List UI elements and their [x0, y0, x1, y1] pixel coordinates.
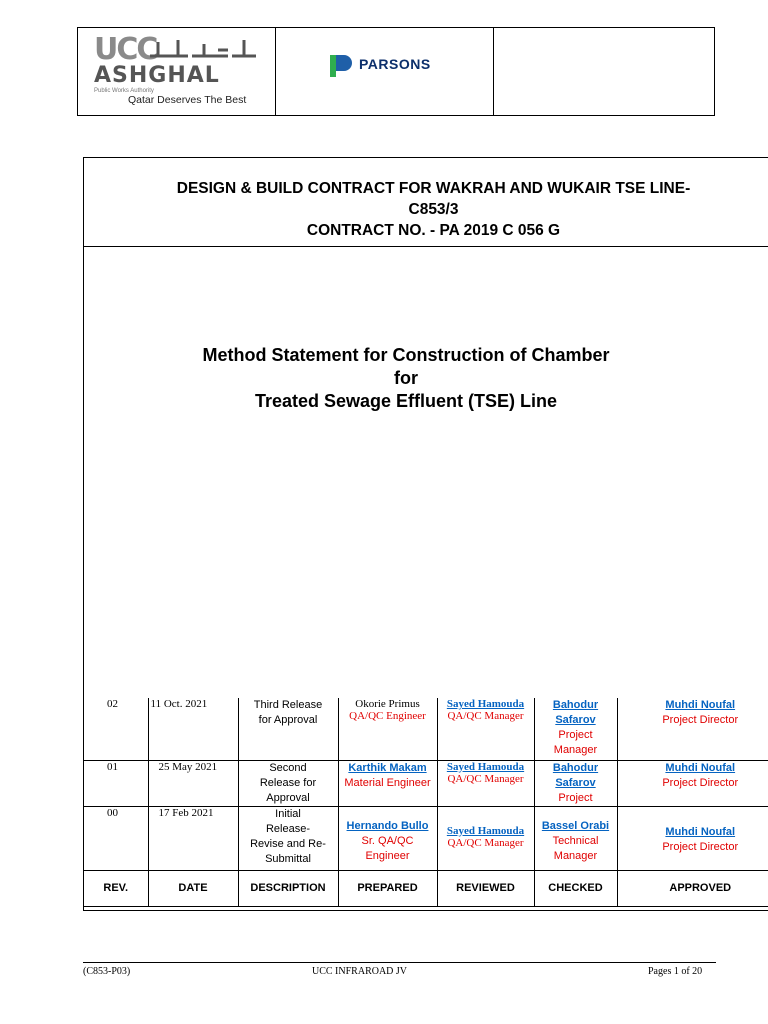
arabic-calligraphy-icon [148, 36, 258, 62]
ashghal-subtext: Public Works Authority [94, 88, 154, 94]
table-row [84, 698, 768, 760]
rev-description: Third Release for Approval [238, 698, 338, 760]
parsons-logo [275, 28, 494, 115]
contract-title-block [84, 158, 768, 247]
parsons-logo-text: PARSONS [359, 56, 431, 72]
rev-date: 17 Feb 2021 [148, 806, 238, 870]
header-reviewed: REVIEWED [437, 870, 534, 906]
header-date: DATE [148, 870, 238, 906]
approver-link[interactable]: Muhdi Noufal [665, 699, 736, 711]
revision-table [84, 698, 768, 907]
table-row [84, 806, 768, 870]
rev-number: 02 [84, 698, 148, 760]
document-title [84, 344, 728, 413]
rev-number: 01 [84, 760, 148, 806]
parsons-mark-icon [330, 55, 352, 77]
checker-link[interactable]: Bassel Orabi [541, 819, 610, 832]
prepared-by: Karthik Makam Material Engineer [338, 760, 437, 806]
document-title-line-1: Method Statement for Construction of Chamber [202, 345, 610, 365]
table-row [84, 760, 768, 806]
rev-date: 25 May 2021 [148, 760, 238, 806]
document-title-line-3: Treated Sewage Effluent (TSE) Line [254, 391, 558, 411]
footer-pages: Pages 1 of 20 [648, 966, 703, 977]
checker-link[interactable]: Bahodur Safarov [552, 761, 599, 789]
approved-by: Muhdi Noufal Project Director [617, 806, 768, 870]
logo-header-table [77, 27, 715, 116]
header-rev: REV. [84, 870, 148, 906]
header-description: DESCRIPTION [238, 870, 338, 906]
header-prepared: PREPARED [338, 870, 437, 906]
reviewed-by: Sayed Hamouda QA/QC Manager [437, 698, 534, 760]
contract-line-1: DESIGN & BUILD CONTRACT FOR WAKRAH AND WUKAIR TSE LINE- [176, 180, 691, 197]
rev-date: 11 Oct. 2021 [148, 698, 238, 760]
ashghal-logo-text: ASHGHAL [94, 63, 220, 88]
footer-divider [83, 962, 716, 963]
ucc-logo-text: UCC [94, 32, 157, 67]
rev-description: Second Release for Approval [238, 760, 338, 806]
approved-by: Muhdi Noufal Project Director [617, 698, 768, 760]
approved-by: Muhdi Noufal Project Director [617, 760, 768, 806]
table-header-row [84, 870, 768, 906]
prepared-by: Okorie Primus QA/QC Engineer [338, 698, 437, 760]
footer-doc-code: (C853-P03) [83, 966, 131, 977]
contract-number: CONTRACT NO. - PA 2019 C 056 G [306, 222, 561, 239]
document-cover-frame [83, 157, 768, 911]
checked-by: Bahodur Safarov Project Manager [534, 698, 617, 760]
ashghal-tagline: Qatar Deserves The Best [128, 94, 247, 106]
checked-by: Bahodur Safarov Project [534, 760, 617, 806]
reviewer-link[interactable]: Sayed Hamouda [446, 760, 525, 773]
header-approved: APPROVED [617, 870, 768, 906]
checker-link[interactable]: Bahodur Safarov [552, 699, 599, 726]
ucc-ashghal-logo [78, 28, 276, 115]
contract-line-2: C853/3 [408, 201, 459, 218]
checked-by: Bassel Orabi Technical Manager [534, 806, 617, 870]
reviewer-link[interactable]: Sayed Hamouda [446, 698, 525, 710]
reviewed-by: Sayed Hamouda QA/QC Manager [437, 806, 534, 870]
reviewed-by: Sayed Hamouda QA/QC Manager [437, 760, 534, 806]
reviewer-link[interactable]: Sayed Hamouda [446, 824, 525, 837]
preparer-link[interactable]: Hernando Bullo [346, 819, 429, 832]
preparer-link[interactable]: Karthik Makam [348, 761, 427, 774]
rev-number: 00 [84, 806, 148, 870]
rev-description: Initial Release- Revise and Re- Submittal [238, 806, 338, 870]
approver-link[interactable]: Muhdi Noufal [665, 825, 736, 838]
approver-link[interactable]: Muhdi Noufal [665, 761, 736, 774]
document-title-line-2: for [394, 368, 418, 388]
header-checked: CHECKED [534, 870, 617, 906]
prepared-by: Hernando Bullo Sr. QA/QC Engineer [338, 806, 437, 870]
footer-company: UCC INFRAROAD JV [312, 966, 408, 977]
